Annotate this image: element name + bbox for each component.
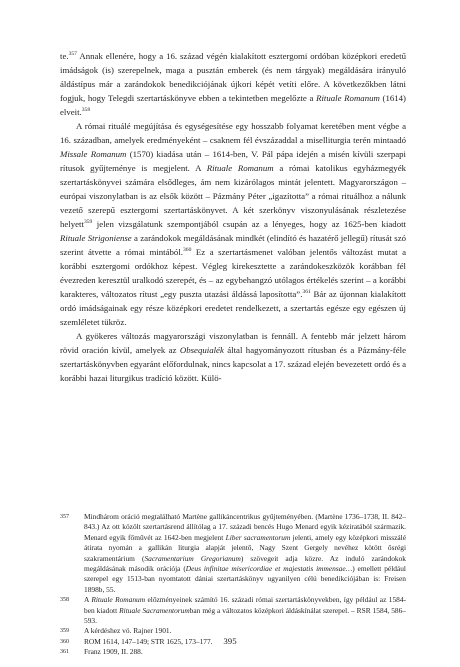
body-paragraph: [60, 329, 406, 385]
italic-title: Sacramentarium Gregorianum: [144, 553, 241, 563]
text-run: Bár az újonnan kialakított ordó imádságainak egy része középkori eredetet rendelkezett, a szertartás egésze egy egészen új szemléletet tükröz.: [60, 289, 406, 327]
italic-title: Rituale Romanum: [316, 93, 380, 103]
page-number: 395: [223, 636, 237, 646]
footnote-number: 361: [60, 649, 69, 656]
footnote: [60, 647, 406, 657]
footnote-ref: 358: [81, 107, 91, 114]
text-run: által hagyományozott rítusban és a Pázmány-féle szertartáskönyvben egyaránt előfordulnak, nincs kapcsolat a 17. század elején bevezetett ordó és a korábbi hazai liturgikus tradíció között. Külö-: [60, 345, 406, 383]
italic-title: Missale Romanum: [60, 149, 127, 159]
text-run: Annak ellenére, hogy a 16. század végén kialakított esztergomi ordóban középkori eredetű imádságok (is) szerepelnek, maga a pusztán emberek (és nem tárgyak) megáldására irányuló áldástípus már a zarándokok benedikciójának újkori képét vetíti előre. A következőkben látni fogjuk, hogy Telegdi szertartáskönyve ebben a tekintetben megelőzte a: [60, 51, 406, 103]
footnote-number: 357: [60, 514, 69, 520]
italic-title: Rituale Romanum: [91, 595, 146, 605]
footnote-ref: 357: [68, 51, 77, 58]
body-paragraph: [60, 119, 406, 329]
italic-title: Liber sacramentorum: [225, 532, 291, 542]
text-run: A római rituálé megújítása és egységesítése egy hosszabb folyamat keretében ment végbe a 16. században, amelyek eredményeként – csaknem fél évszázaddal a miselliturgia terén mintaadó: [60, 121, 406, 145]
text-run: (1614) elveit.: [60, 93, 406, 117]
italic-title: Deus infinitae misericordiae et majestatis immensae…: [185, 564, 353, 574]
footnote-ref: 359: [83, 219, 93, 226]
italic-title: Rituale Sacramentorum: [119, 605, 190, 615]
text-run: jelen vizsgálatunk szempontjából csupán az a lényeges, hogy az 1625-ben kiadott: [92, 219, 406, 229]
italic-title: Obsequialék: [179, 345, 224, 355]
footnote-number: 360: [60, 638, 69, 645]
footnote: [60, 512, 406, 595]
text-run: (1570) kiadása után – 1614-ben, V. Pál pápa idején a misén kívüli szerpapi rítusok gyűjteménye is megjelent. A: [60, 149, 406, 173]
text-run: A: [84, 595, 92, 605]
footnote: [60, 595, 406, 626]
text-run: jelenti, amely egy középkori misszálé átirata nyomán a gallikán liturgia alapját jelentő, Nagy Szent Gergely nevéhez kötött ősrégi szakramentárium (: [84, 532, 406, 563]
text-run: A kérdéshez vö. Rajner 1901.: [84, 626, 172, 636]
footnote-number: 359: [60, 628, 69, 635]
text-run: előzményeinek számító 16. századi római szertartáskönyvekben, így például az 1584-ben kiadott: [84, 595, 406, 615]
text-run: A gyökeres változás magyarországi viszonylatban is fennáll. A fentebb már jelzett három rövid oración kívül, amelyek az: [60, 331, 406, 355]
footnote-text: [84, 647, 406, 657]
footnote-ref: 360: [182, 247, 192, 254]
italic-title: Rituale Romanum: [206, 163, 274, 173]
footnote-ref: 361: [302, 289, 311, 296]
text-run: te.: [60, 51, 69, 61]
text-run: ) emellett például szerepel egy 1513-ban nyomtatott dániai szertartáskönyv ugyanilyen célú benedikciójában is: Freisen 1898b, 55.: [84, 564, 406, 594]
footnote-text: [84, 512, 406, 595]
text-run: ROM 1614, 147–149; STR 1625, 173–177.: [84, 636, 213, 646]
body-paragraph: [60, 49, 406, 119]
text-run: Ez a szertartásmenet valóban jelentős változást mutat a korábbi esztergomi ordókhoz képest. Végleg kirekesztette a zarándokeszközök korábban fél évezreden keresztül uralkodó szerepét, és – az egybehangzó utólagos értékelés szerint – a korábbi karakteres, változatos rítust „egy puszta utazási áldássá laposította”.: [60, 247, 406, 299]
text-run: Franz 1909, II. 288.: [84, 647, 143, 657]
footnote-number: 358: [60, 597, 69, 604]
text-run: a római katolikus egyházmegyék szertartáskönyvei számára elsődleges, ám nem kizárólagos mintát jelentett. Magyarországon – európai viszonylatban is az elsők között – Pázmány Péter „igazította” a római rituálhoz a nálunk vezető szerepű esztergomi szertartáskönyvet. A két szerkönyv viszonyulásának részletezése helyett: [60, 163, 406, 229]
text-run: ) szövegeit adja közre. Az induló zarándokok megáldásának második orációja (: [84, 553, 406, 574]
main-text: [60, 49, 406, 385]
footnote-text: [84, 595, 406, 626]
text-run: Mindhárom oráció megtalálható Martène gallikáncentrikus gyűjteményében. (Martène 1736–1738, II. 842–843.) Az ott közölt szertartásrend állítólag a 17. századi bencés Hugo Menard egyik kéziratából származik. Menard egyik főművét az 1642-ben megjelent: [84, 512, 406, 542]
text-run: ban még a változatos középkori áldáskínálat szerepel. – RSR 1584, 586–593.: [84, 605, 406, 626]
italic-title: Rituale Strigoniense: [60, 233, 132, 243]
text-run: a zarándokok megáldásának mindkét (elindító és hazatérő jellegű) rítusát szó szerint átvette a római mintából.: [60, 233, 407, 257]
